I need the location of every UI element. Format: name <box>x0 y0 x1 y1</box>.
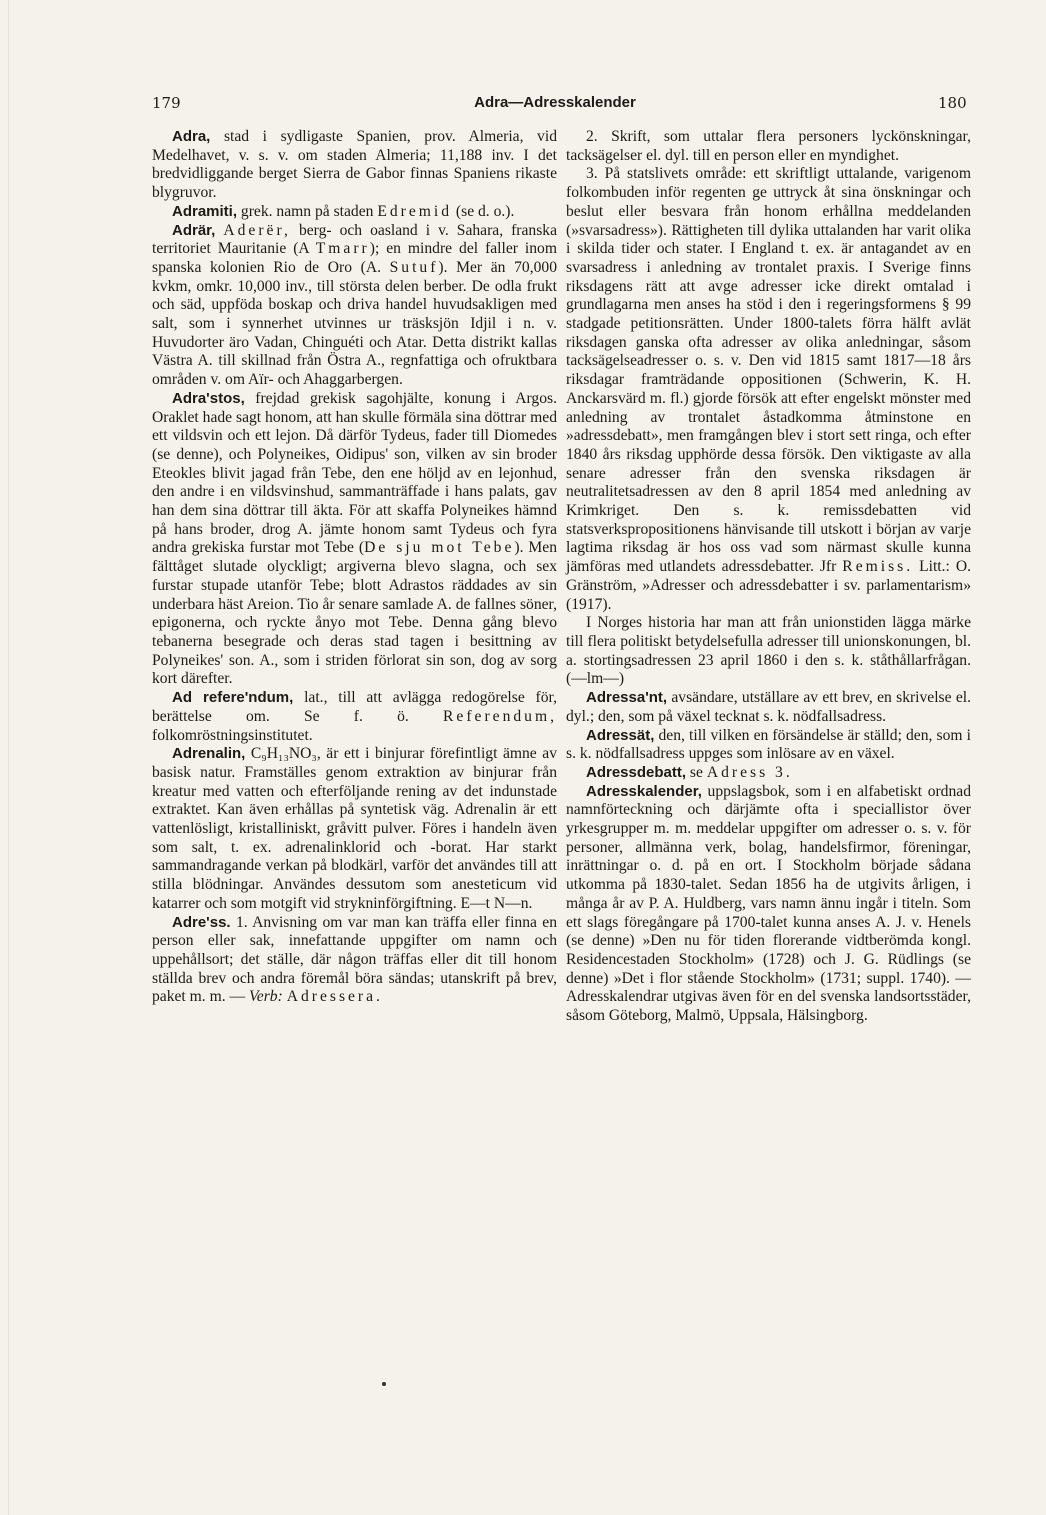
spaced-term: Sutuf <box>389 258 439 276</box>
entry-text: ). Mer än 70,000 kvkm, omkr. 10,000 inv., till största delen berber. De odla frukt och säd, uppföda boskap och driva handel huvudsakligen med salt, som i synnerhet utvinnes ur träsksjön Idjil i n. v. Huvudorter äro Vadan, Chinguéti och Atar. Detta distrikt kallas Västra A. till skillnad från Östra A., regnfattiga och ofruktbara områden v. om Aïr- och Ahaggarbergen. <box>152 258 558 389</box>
entry-adressant <box>566 689 971 726</box>
author-signature: (—lm—) <box>566 670 625 688</box>
entry-adress-2: 2. Skrift, som uttalar flera personers lyckönskningar, tacksägelser el. dyl. till en person eller en myndighet. <box>566 128 971 164</box>
entry-text: frejdad grekisk sagohjälte, konung i Argos. Oraklet hade sagt honom, att han skulle förmäla sina döttrar med ett vildsvin och ett lejon. Då därför Tydeus, fader till Diomedes (se denne), och Polyneikes, Oidipus' son, vilken av sin broder Eteokles blivit jagad från Tebe, den ene höljd av en lejonhud, den andre i en vildsvinshud, sammanträffade i hans palats, gav han dem sina döttrar till äkta. För att skaffa Polyneikes hämnd på hans broder, drog A. jämte honom samt Tydeus och fyra andra grekiska furstar mot Tebe ( <box>152 389 557 557</box>
entry-adrenalin <box>152 745 557 913</box>
entry-text: avsändare, utställare av ett brev, en skrivelse el. dyl.; den, som på växel tecknat s. k. nödfallsadress. <box>566 689 971 725</box>
entry-adra <box>152 128 557 203</box>
spaced-term: Referendum, <box>443 707 557 725</box>
entry-adress <box>152 914 557 1008</box>
entry-adrar <box>152 222 557 390</box>
entry-adrastos <box>152 390 557 689</box>
entry-text: den, till vilken en försändelse är ställd; den, som i s. k. nödfallsadress uppges som inlösare av en växel. <box>566 726 971 763</box>
entry-text: grek. namn på staden <box>237 202 378 220</box>
entry-text: se <box>686 763 707 781</box>
entry-text: lat., till att avlägga redogörelse för, berättelse om. Se f. ö. <box>152 689 558 725</box>
entry-text: folkomröstningsinstitutet. <box>152 726 313 744</box>
spaced-term: Aderër, <box>223 221 291 239</box>
running-head: Adra—Adresskalender <box>474 94 636 111</box>
entry-text: ). Men fälttåget slutade olyckligt; argiverna blevo slagna, och sex furstar stupade utanför Tebe; blott Adrastos räddades av sin underbara häst Areion. Tio år senare samlade A. de fallnes söner, epigonerna, och ryckte ånyo mot Tebe. Denna gång blevo tebanerna besegrade och deras stad tagen i besittning av Polyneikes' son. A., som i striden förlorat sin son, dog av sorg kort därefter. <box>152 539 557 688</box>
page-edge <box>8 0 9 1515</box>
entry-text: 3. På statslivets område: ett skriftligt uttalande, varigenom folkombuden inför regenten ge uttryck åt sina önskningar och beslut eller besvara från honom erhållna meddelanden (»svarsadress»). Rättigheten till dylika uttalanden har varit olika i skilda tider och stater. I England t. ex. är antagandet av en svarsadress i anledning av trontalet praxis. I Sverige finns riksdagens rätt att avge adresser icke direkt omtalad i grundlagarna men anses ha stöd i den i regeringsformens § 99 stadgade petitionsrätten. Under 1800-talets förra hälft avlät riksdagen ganska ofta adresser av olika anledningar, såsom tacksägelseadresser o. s. v. Den vid 1815 samt 1817—18 års riksdagar framträdande oppositionen (Schwerin, K. H. Anckarsvärd m. fl.) gjorde försök att efter engelskt mönster med anledning av trontalet åstadkomma åtminstone en »adressdebatt», men framgången blev i stort sett ringa, och efter 1840 års riksdag upphörde dessa försök. Den viktigaste av alla senare adresser från den svenska riksdagen är neutralitetsadressen av den 8 april 1854 med anledning av Krimkriget. Den s. k. remissdebatten vid statsverkspropositionens hänvisande till utskott i början av varje lagtima riksdag är hos oss vad som närmast skulle kunna jämföras med utlandets adressdebatter. Jfr <box>566 165 971 576</box>
headword: Adrär, <box>172 221 216 239</box>
entry-norge <box>566 614 971 689</box>
headword: Adre'ss. <box>172 913 231 931</box>
entry-text: 1. Anvisning om var man kan träffa eller finna en person eller sak, innefattande uppgifter om namn och uppehållsort; det ställe, där någon träffas eller dit till honom ställda brev och andra föremål böra sändas; utanskrift på brev, paket m. m. — <box>152 913 557 1006</box>
spaced-term: Remiss. <box>842 558 914 576</box>
left-page-number: 179 <box>152 94 181 112</box>
spaced-term: Edremid <box>377 202 453 220</box>
spaced-term: Adressera. <box>286 988 383 1006</box>
stray-print-mark <box>382 1382 386 1386</box>
entry-text: ); en mindre del faller inom spanska kolonien Rio de Oro (A. <box>152 240 557 276</box>
headword: Adramiti, <box>172 202 238 220</box>
headword: Adressa'nt, <box>586 689 668 707</box>
entry-adramiti <box>152 203 557 222</box>
entry-adresskalender <box>566 783 971 1026</box>
spaced-term: Adress 3. <box>706 763 793 781</box>
right-page-number: 180 <box>938 94 967 112</box>
entry-ad-referendum <box>152 689 557 745</box>
headword: Adra, <box>172 128 211 145</box>
entry-text: C₉H₁₃NO₃, är ett i binjurar förefintligt ämne av basisk natur. Framställes genom extraktion av binjurar från kreatur med vatten och efterföljande rening av det indunstade extraktet. Kan även erhållas på syntetisk väg. Adrenalin är ett vattenlösligt, kristalliniskt, gråvitt pulver. Föres i handeln även som salt, t. ex. adrenalinklorid och -borat. Har starkt sammandragande verkan på blodkärl, varför det användes till att stilla blödningar. Användes dessutom som anesteticum vid katarrer och som motgift vid strykninförgiftning. <box>152 745 557 912</box>
left-column <box>152 128 557 1007</box>
entry-text: berg- och oasland i v. Sahara, franska territoriet Mauritanie (A <box>152 221 557 258</box>
headword: Adrenalin, <box>172 745 246 763</box>
entry-text: (se d. o.). <box>452 202 515 220</box>
entry-text: stad i sydligaste Spanien, prov. Almeria, vid Medelhavet, v. s. v. om staden Almeria; 11,188 inv. I det bredvidliggande berget Sierra de Gabor finnas Spaniens rikaste blygruvor. <box>152 128 557 202</box>
author-signature: E—t N—n. <box>460 894 533 912</box>
right-column <box>566 128 971 1026</box>
spaced-term: Tmarr <box>315 240 370 258</box>
headword: Adressdebatt, <box>586 763 687 781</box>
headword: Adressät, <box>586 726 655 744</box>
entry-text: Litt.: O. Gränström, »Adresser och adressdebatter i sv. parlamentarism» (1917). <box>566 558 972 613</box>
headword: Adra'stos, <box>172 389 245 407</box>
entry-text: I Norges historia har man att från unionstiden lägga märke till flera politiskt betydelsefulla adresser till unionskonungen, bl. a. stortingsadressen 23 april 1860 i den s. k. ståthållarfrågan. <box>566 614 971 669</box>
entry-adressdebatt <box>566 764 971 783</box>
spaced-term: De sju mot Tebe <box>364 539 515 557</box>
entry-text: uppslagsbok, som i en alfabetiskt ordnad namnförteckning och därjämte ofta i speciallistor över yrkesgrupper m. m. meddelar uppgifter om adresser o. s. v. för personer, allmänna verk, bolag, handelsfirmor, föreningar, inrättningar o. d. på en ort. I Stockholm började sådana utkomma på 1830-talet. Sedan 1856 ha de utgivits årligen, i många år av P. A. Huldberg, vars namn ännu ingår i titeln. Som ett slags föregångare på 1700-talet kunna anses A. J. v. Henels (se denne) »Den nu för tiden florerande vidtberömda kongl. Residencestaden Stockholm» (1728) och J. G. Rüdlings (se denne) »Det i flor stående Stockholm» (1731; suppl. 1740). — Adresskalendrar utgivas även för en del svenska landsortsstäder, såsom Göteborg, Malmö, Uppsala, Hälsingborg. <box>566 782 971 1025</box>
entry-adressat <box>566 727 971 764</box>
headword: Adresskalender, <box>586 782 702 800</box>
headword: Ad refere'ndum, <box>172 689 294 707</box>
italic-term: Verb: <box>249 988 283 1006</box>
entry-adress-3 <box>566 165 971 614</box>
